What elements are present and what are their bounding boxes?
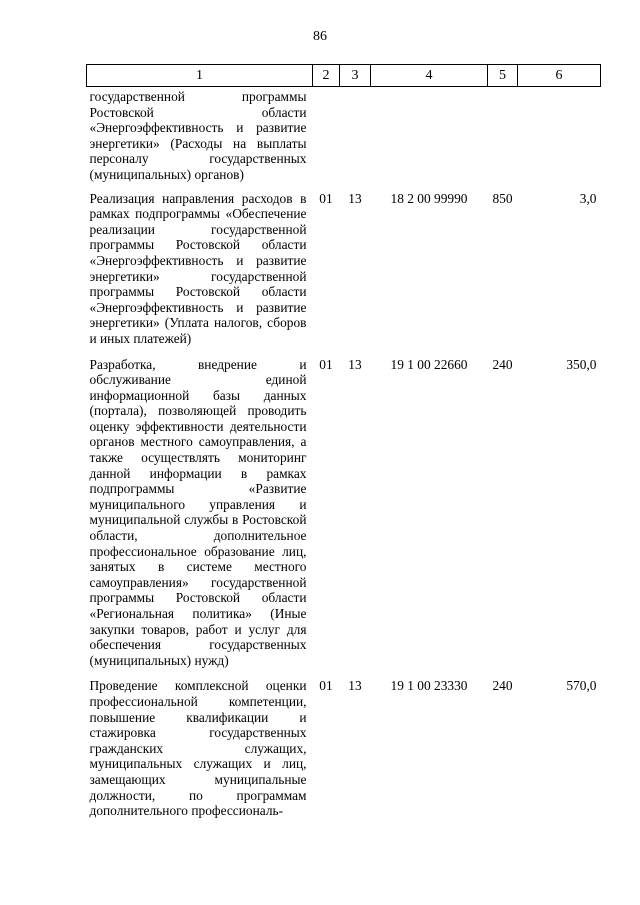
row-subsection-code: 13 [348,356,362,372]
table-row [87,678,601,818]
row-expense-type: 240 [492,356,513,372]
row-section-code [313,87,340,191]
row-target-article: 18 2 00 99990 [390,190,468,206]
row-target-article: 19 1 00 23330 [390,678,468,694]
row-section-code: 01 [319,356,333,372]
row-subsection-code: 13 [348,190,362,206]
row-expense-type [488,87,518,191]
budget-table [86,64,601,819]
row-amount [518,87,601,191]
column-header-3: 3 [340,65,371,87]
row-subsection-code: 13 [348,678,362,694]
row-amount: 350,0 [566,356,597,372]
row-section-code: 01 [319,190,333,206]
column-header-4: 4 [371,65,488,87]
table-row [87,357,601,679]
row-description: Реализация направления расходов в рамках подпрограммы «Обеспечение реализации государственной программы Ростовской области «Энергоэффективность и развитие энергетики» государственной программы Ростовской области «Энергоэффективность и развитие энергетики» (Уплата налогов, сборов и иных платежей) [89,190,307,346]
table-row [87,191,601,357]
row-section-code: 01 [319,678,333,694]
column-header-2: 2 [313,65,340,87]
table-header-row [87,65,601,87]
row-expense-type: 850 [492,190,513,206]
row-subsection-code [340,87,371,191]
row-amount: 570,0 [566,678,597,694]
row-description: государственной программы Ростовской области «Энергоэффективность и развитие энергетики» (Расходы на выплаты персоналу государственных (муниципальных) органов) [89,89,307,182]
table-row [87,87,601,191]
row-target-article: 19 1 00 22660 [390,356,468,372]
row-description: Разработка, внедрение и обслуживание единой информационной базы данных (портала), позволяющей проводить оценку эффективности деятельности органов местного самоуправления, а также осуществлять мониторинг данной информации в рамках подпрограммы «Развитие муниципального управления и муниципальной службы в Ростовской области, дополнительное профессиональное образование лиц, занятых в системе местного самоуправления» государственной программы Ростовской области «Региональная политика» (Иные закупки товаров, работ и услуг для обеспечения государственных (муниципальных) нужд) [89,356,307,668]
column-header-5: 5 [488,65,518,87]
row-description: Проведение комплексной оценки профессиональной компетенции, повышение квалификации и стажировка государственных гражданских служащих, муниципальных служащих и лиц, замещающих муниципальные должности, по программам дополнительного профессиональ- [89,678,307,819]
column-header-6: 6 [518,65,601,87]
row-target-article [371,87,488,191]
column-header-1: 1 [87,65,313,87]
row-expense-type: 240 [492,678,513,694]
row-amount: 3,0 [579,190,597,206]
page-number: 86 [313,29,327,44]
